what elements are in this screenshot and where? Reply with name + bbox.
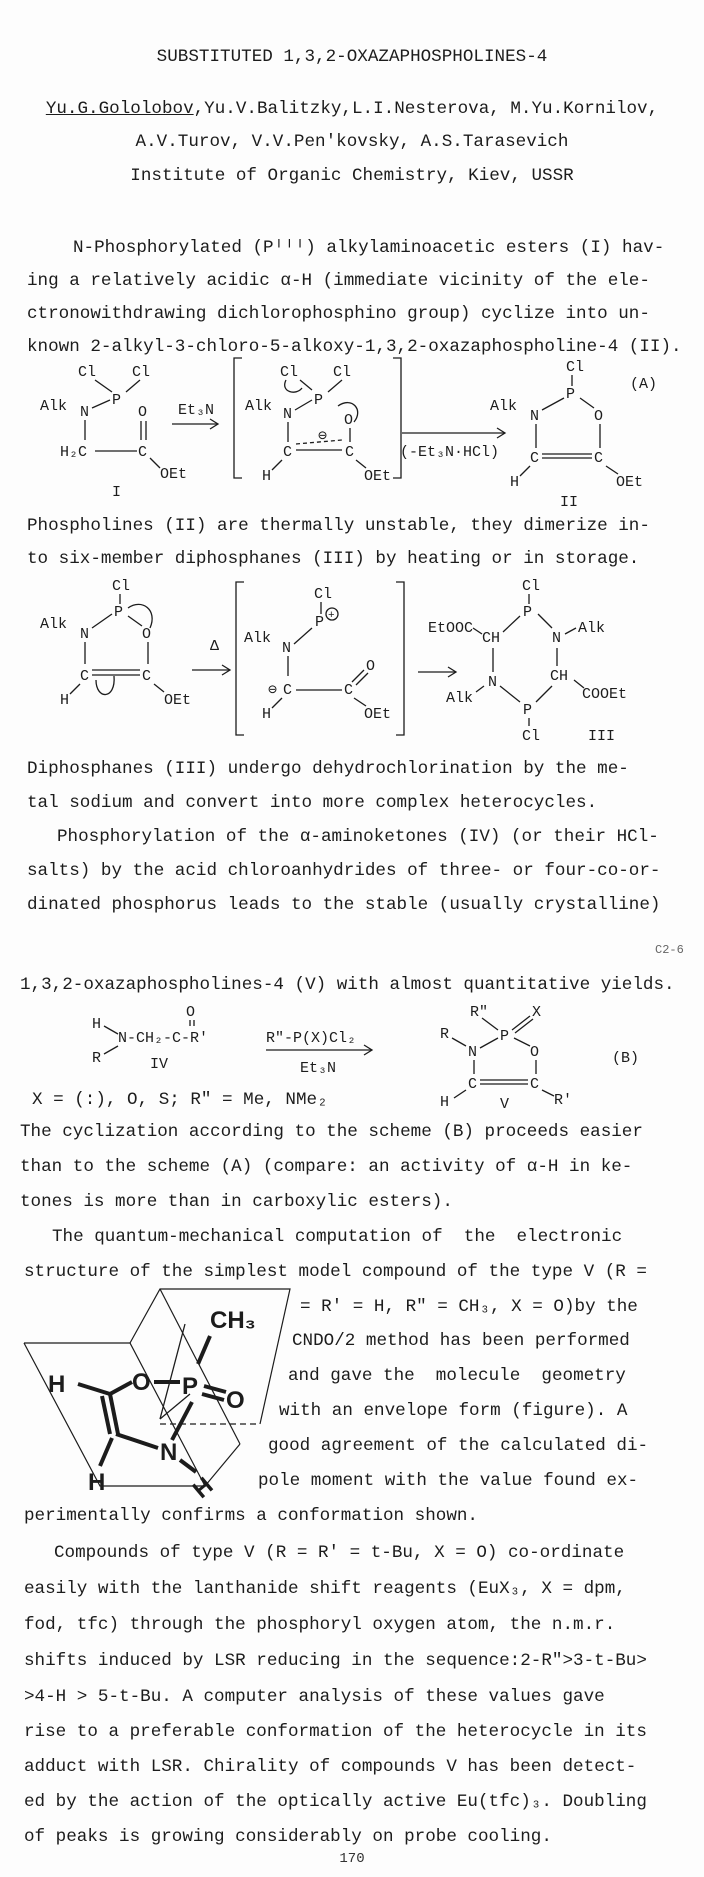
chem-label: Et₃N [300, 1060, 337, 1077]
chem-label: P [523, 702, 533, 719]
chem-label: C [283, 444, 293, 461]
chem-label: ⊖ [268, 682, 278, 699]
chem-label: H [510, 474, 520, 491]
chem-label: III [588, 728, 616, 745]
chem-label: Alk [245, 398, 273, 415]
chem-label: OEt [364, 706, 392, 723]
chem-label: H₂C [60, 444, 88, 461]
chem-label: R' [554, 1092, 573, 1109]
chem-label: H [262, 706, 272, 723]
chem-label: I [112, 484, 122, 501]
chem-label: Et₃N [178, 402, 215, 419]
chem-label: H [60, 692, 70, 709]
body-line: Diphosphanes (III) undergo dehydrochlorination by the me- [27, 759, 629, 779]
chem-label: Cl [522, 728, 541, 745]
chem-label: N [80, 626, 90, 643]
chem-label: IV [150, 1056, 169, 1073]
authors-line-2: A.V.Turov, V.V.Pen'kovsky, A.S.Tarasevich [135, 132, 569, 152]
chem-label: (B) [612, 1050, 640, 1067]
chem-label: Alk [40, 616, 68, 633]
chem-bond [110, 1382, 132, 1394]
chem-bond [78, 1384, 110, 1394]
scheme-b-conditions: X = (:), O, S; R" = Me, NMe₂ [32, 1090, 328, 1110]
chem-label: Cl [132, 364, 151, 381]
body-line: ctronowithdrawing dichlorophosphino group) cyclize into un- [27, 304, 650, 324]
chem-bond [116, 1434, 158, 1448]
chem-label: Alk [578, 620, 606, 637]
chem-label: (-Et₃N·HCl) [400, 444, 500, 461]
chem-label: OEt [616, 474, 644, 491]
body-line: ing a relatively acidic α-H (immediate vicinity of the ele- [27, 271, 650, 291]
body-line: The cyclization according to the scheme (B) proceeds easier [20, 1122, 643, 1142]
body-line: CNDO/2 method has been performed [292, 1331, 630, 1351]
chem-label: O [366, 658, 376, 675]
chem-bond [110, 1394, 118, 1434]
chem-label: N [488, 674, 498, 691]
chem-label: CH [550, 668, 569, 685]
chem-label: H [440, 1094, 450, 1111]
chem-label: P [314, 392, 324, 409]
body-line: with an envelope form (figure). A [279, 1401, 628, 1421]
body-line: good agreement of the calculated di- [268, 1436, 649, 1456]
body-line: Phospholines (II) are thermally unstable, they dimerize in- [27, 516, 650, 536]
chem-bond [180, 1460, 196, 1472]
body-line: Phosphorylation of the α-aminoketones (IV) (or their HCl- [57, 827, 659, 847]
chem-bond [160, 1324, 185, 1419]
chem-label: (A) [630, 376, 658, 393]
body-line: to six-member diphosphanes (III) by heating or in storage. [27, 549, 640, 569]
chem-label: X [532, 1004, 542, 1021]
chem-bond [204, 1386, 226, 1392]
chem-label: Alk [490, 398, 518, 415]
chem-bond [100, 1438, 112, 1466]
chem-label: P [182, 1373, 199, 1400]
body-line: rise to a preferable conformation of the heterocycle in its [24, 1722, 647, 1742]
body-line: Compounds of type V (R = R' = t-Bu, X = O) co-ordinate [54, 1543, 625, 1563]
chem-bond [205, 1444, 240, 1486]
chem-label: N [552, 630, 562, 647]
body-line: and gave the molecule geometry [288, 1366, 626, 1386]
chem-label: R" [470, 1004, 489, 1021]
chem-bond [102, 1396, 110, 1434]
body-line: fod, tfc) through the phosphoryl oxygen atom, the n.m.r. [24, 1615, 616, 1635]
chem-label: C [138, 444, 148, 461]
co-authors: ,Yu.V.Balitzky,L.I.Nesterova, M.Yu.Kornilov, [193, 99, 659, 119]
chem-label: R"-P(X)Cl₂ [266, 1030, 357, 1047]
body-line: pole moment with the value found ex- [258, 1471, 639, 1491]
body-line: of peaks is growing considerably on probe cooling. [24, 1827, 552, 1847]
chem-label: Cl [566, 359, 585, 376]
chem-label: O [594, 408, 604, 425]
page-code: C2-6 [655, 943, 684, 957]
chem-label: O [186, 1004, 196, 1021]
chem-label: C [283, 682, 293, 699]
chem-label: N [80, 404, 90, 421]
chem-label: H [262, 468, 272, 485]
chem-label: H [187, 1472, 219, 1504]
chem-bond [172, 1402, 192, 1440]
chem-label: H [92, 1016, 102, 1033]
chem-label: N [282, 640, 292, 657]
chem-label: P [566, 386, 576, 403]
presenting-author: Yu.G.Gololobov [45, 99, 194, 119]
chem-label: C [344, 682, 354, 699]
chem-label: P [112, 392, 122, 409]
chem-label: O [344, 412, 354, 429]
chem-label: ⊖ [318, 428, 328, 445]
body-line: tal sodium and convert into more complex heterocycles. [27, 793, 598, 813]
chem-label: OEt [160, 466, 188, 483]
chem-label: V [500, 1096, 510, 1113]
chem-bond [198, 1336, 210, 1364]
chem-label: Cl [333, 364, 352, 381]
page-number: 170 [339, 1851, 365, 1867]
body-line: structure of the simplest model compound of the type V (R = [24, 1262, 647, 1282]
chem-label: C [530, 1076, 540, 1093]
chem-label: Δ [210, 638, 220, 655]
chem-label: O [138, 404, 148, 421]
chem-label: N [283, 406, 293, 423]
chem-label: H [48, 1371, 66, 1398]
body-line: 1,3,2-oxazaphospholines-4 (V) with almost quantitative yields. [20, 975, 675, 995]
chem-label: II [560, 494, 579, 511]
affiliation: Institute of Organic Chemistry, Kiev, USSR [130, 166, 574, 186]
chem-label: R [92, 1050, 102, 1067]
chem-label: N [468, 1044, 478, 1061]
chem-label: N-CH₂-C-R' [118, 1030, 209, 1047]
body-line: tones is more than in carboxylic esters). [20, 1192, 453, 1212]
chem-label: O [530, 1044, 540, 1061]
chem-label: Alk [40, 398, 68, 415]
body-line: salts) by the acid chloroanhydrides of three- or four-co-or- [27, 861, 661, 881]
chem-label: COOEt [582, 686, 628, 703]
body-line: known 2-alkyl-3-chloro-5-alkoxy-1,3,2-oxazaphospholine-4 (II). [27, 337, 682, 357]
chem-label: P [315, 614, 325, 631]
body-line: shifts induced by LSR reducing in the sequence:2-R">3-t-Bu> [24, 1651, 647, 1671]
body-line: perimentally confirms a conformation shown. [24, 1506, 478, 1526]
chem-label: O [132, 1369, 151, 1396]
body-line: N-Phosphorylated (Pᴵᴵᴵ) alkylaminoacetic esters (I) hav- [73, 238, 665, 258]
chem-label: Cl [112, 578, 131, 595]
chem-label: Alk [244, 630, 272, 647]
chem-label: EtOOC [428, 620, 474, 637]
chem-label: H [88, 1469, 106, 1496]
body-line: = R' = H, R" = CH₃, X = O)by the [300, 1297, 638, 1317]
chem-label: Cl [522, 578, 541, 595]
body-line: than to the scheme (A) (compare: an activity of α-H in ke- [20, 1157, 633, 1177]
chem-label: N [530, 408, 540, 425]
chem-label: C [142, 668, 152, 685]
body-line: ed by the action of the optically active Eu(tfc)₃. Doubling [24, 1792, 647, 1812]
chem-label: C [594, 450, 604, 467]
chem-label: R [440, 1026, 450, 1043]
chem-label: CH₃ [210, 1307, 256, 1334]
chem-label: OEt [164, 692, 192, 709]
chem-label: C [80, 668, 90, 685]
body-line: easily with the lanthanide shift reagents (EuX₃, X = dpm, [24, 1579, 626, 1599]
chem-label: P [523, 604, 533, 621]
chem-label: N [160, 1439, 178, 1466]
body-line: adduct with LSR. Chirality of compounds V has been detect- [24, 1757, 637, 1777]
chem-bond [202, 1394, 224, 1400]
chem-label: P [500, 1028, 510, 1045]
chem-label: C [530, 450, 540, 467]
chem-label: C [468, 1076, 478, 1093]
chem-label: OEt [364, 468, 392, 485]
chem-label: Cl [314, 586, 333, 603]
chem-label: CH [482, 630, 501, 647]
body-line: >4-H > 5-t-Bu. A computer analysis of these values gave [24, 1687, 605, 1707]
chem-label: Cl [280, 364, 299, 381]
chem-label: C [345, 444, 355, 461]
paper-title: SUBSTITUTED 1,3,2-OXAZAPHOSPHOLINES-4 [156, 47, 548, 67]
chem-label: Cl [78, 364, 97, 381]
chem-label: O [142, 626, 152, 643]
body-line: dinated phosphorus leads to the stable (usually crystalline) [27, 895, 661, 915]
chem-label: P [114, 604, 124, 621]
chem-label: Alk [446, 690, 474, 707]
body-line: The quantum-mechanical computation of the electronic [52, 1227, 623, 1247]
chem-label: + [328, 610, 335, 622]
chem-label: O [226, 1387, 245, 1414]
